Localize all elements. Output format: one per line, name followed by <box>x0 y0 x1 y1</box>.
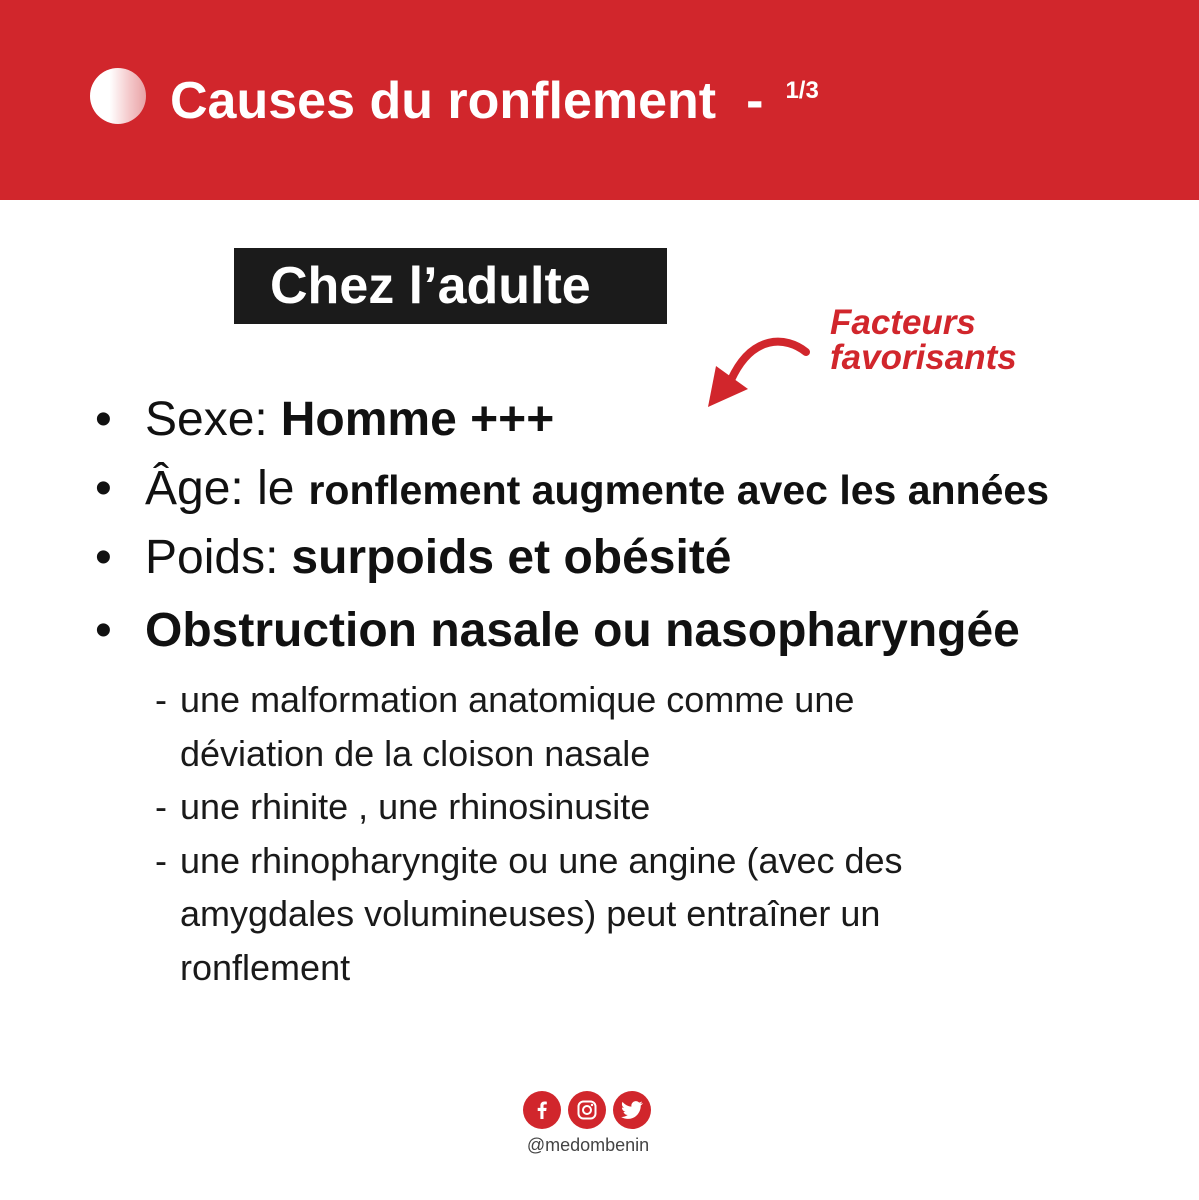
header-dot-icon <box>90 68 146 124</box>
bullet-marker: • <box>95 531 112 584</box>
bullet-sexe <box>95 393 555 446</box>
instagram-icon <box>568 1091 606 1129</box>
bullet-label: Poids: <box>145 531 279 584</box>
bullet-poids <box>95 531 732 584</box>
bullet-label: Âge: le <box>145 462 295 515</box>
bullet-value: ronflement augmente avec les années <box>308 467 1049 513</box>
sub-item-line: une rhinopharyngite ou une angine (avec des <box>180 839 903 881</box>
sub-item-malformation <box>155 673 854 780</box>
bullet-value: Homme +++ <box>280 393 555 446</box>
title-row <box>170 72 819 130</box>
arrow-shaft <box>731 342 806 380</box>
twitter-icon <box>613 1091 651 1129</box>
sub-item-line: une malformation anatomique comme une <box>180 679 855 720</box>
bullet-label: Sexe: <box>145 393 268 446</box>
page-title: Causes du ronflement <box>170 72 717 130</box>
bullet-marker: • <box>95 604 112 657</box>
social-icons <box>523 1091 651 1129</box>
sub-item-rhinopharyngite <box>155 834 903 995</box>
social-handle: @medombenin <box>526 1135 650 1155</box>
sub-item-line: ronflement <box>180 946 351 988</box>
sub-item-line: déviation de la cloison nasale <box>180 732 651 774</box>
bullet-marker: • <box>95 393 112 446</box>
sub-item-line: amygdales volumineuses) peut entraîner un <box>180 893 881 934</box>
section-badge <box>234 248 667 324</box>
sub-item-dash: - <box>155 679 167 720</box>
sub-item-dash: - <box>155 786 167 827</box>
bullet-value: Obstruction nasale ou nasopharyngée <box>145 604 1020 657</box>
facebook-icon <box>523 1091 561 1129</box>
page-indicator: 1/3 <box>785 77 819 104</box>
bullet-age <box>95 462 1049 515</box>
bullet-value: surpoids et obésité <box>291 531 732 584</box>
sub-item-dash: - <box>155 839 167 881</box>
section-badge-label: Chez l’adulte <box>270 257 591 315</box>
header-band <box>0 0 1199 200</box>
annotation-line: Facteurs <box>830 303 976 342</box>
sub-item-rhinite <box>155 780 650 834</box>
bullet-obstruction <box>95 604 1020 657</box>
annotation <box>830 305 1017 375</box>
title-separator: - <box>746 72 764 130</box>
sub-item-line: une rhinite , une rhinosinusite <box>180 786 651 827</box>
bullet-marker: • <box>95 462 112 515</box>
arrow-head <box>708 366 748 407</box>
annotation-line: favorisants <box>830 338 1017 377</box>
